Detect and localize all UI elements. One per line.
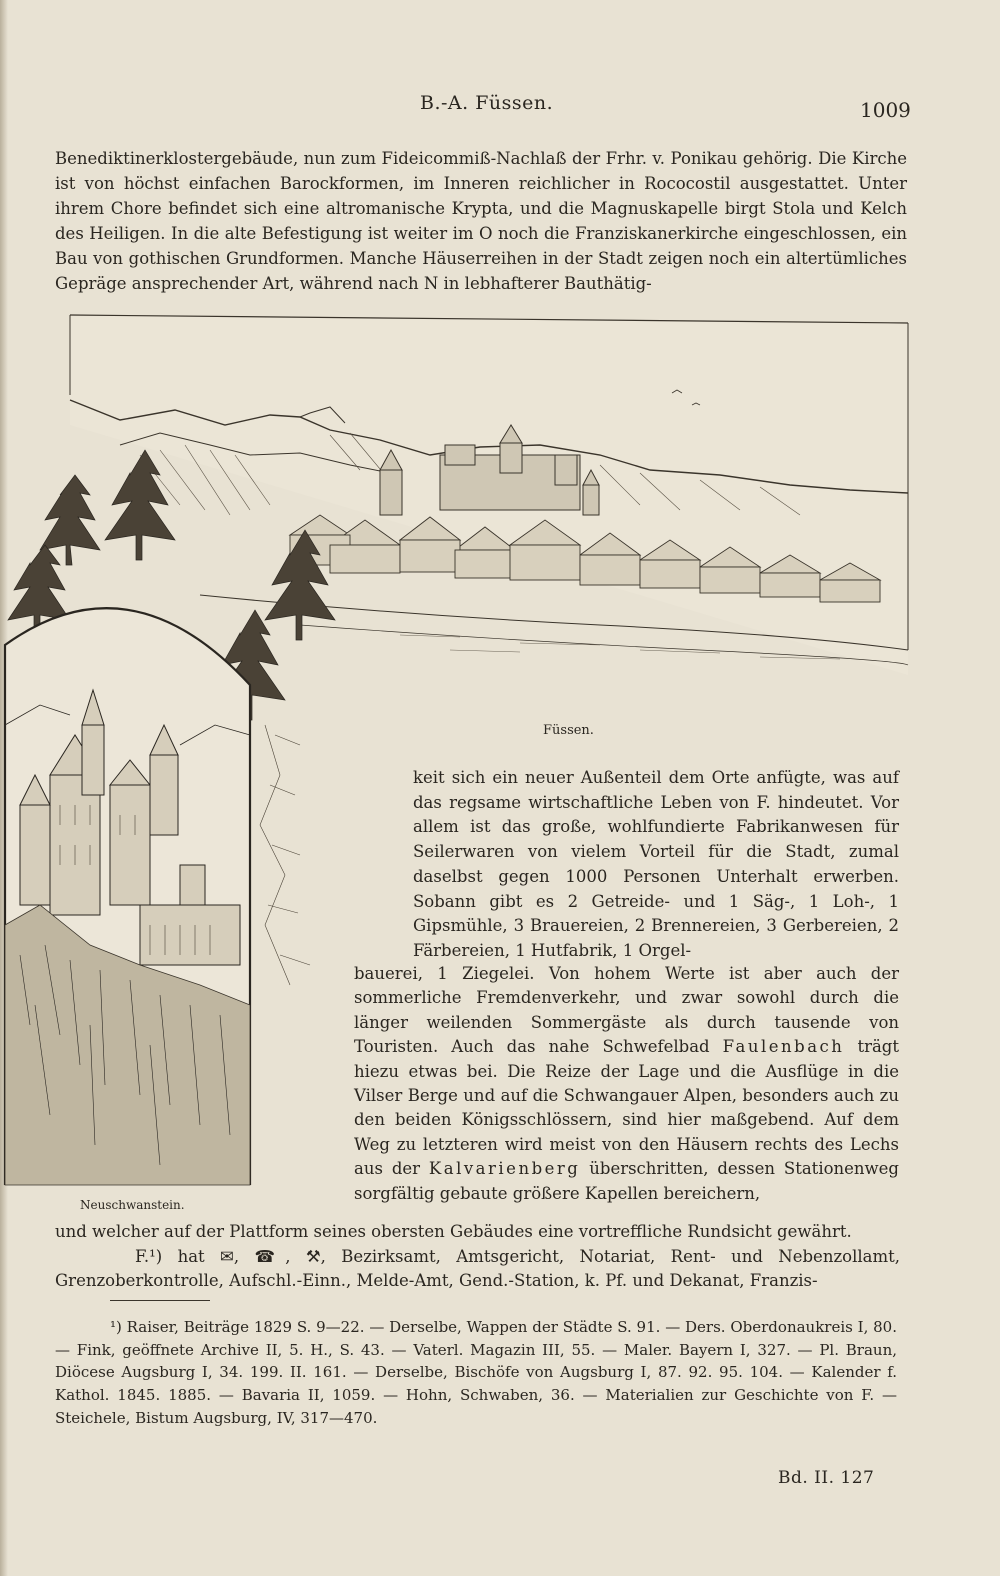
bottom-line-2: F.¹) hat ✉, ☎, ⚒, Bezirksamt, Amtsgericht, Notariat, Rent- und Nebenzollamt, Grenzoberkontrolle, Aufschl.-Einn., Melde-Amt, Gend.-Station, k. Pf. und Dekanat, Franzis- [55,1246,900,1290]
wide-text-part2: trägt hiezu etwas bei. Die Reize der Lage und die Ausflüge in die Vilser Berge und auf die Schwangauer Alpen, besonders auch zu den beiden Königsschlössern, sind hier maßgebend. Auf dem Weg zu letzteren wird meist von den Häusern rechts des Lechs aus der [354,1037,900,1179]
side-paragraph [413,766,899,964]
footnote-divider [110,1300,210,1301]
bottom-paragraph [55,1220,900,1294]
footnotes [55,1316,897,1430]
wide-text-part1: bauerei, 1 Ziegelei. Von hohem Werte ist aber auch der sommerliche Fremdenverkehr, und zwar sowohl durch die länger weilenden Sommergäste als durch tausende von Touristen. Auch das nahe Schwefelbad [354,964,899,1057]
top-paragraph [55,146,907,296]
page-number: 1009 [860,98,911,122]
side-paragraph-text: keit sich ein neuer Außenteil dem Orte anfügte, was auf das regsame wirtschaftliche Leben von F. hindeutet. Vor allem ist das große, wohlfundierte Fabrikanwesen für Seilerwaren von vielem Vorteil für die Stadt, zumal daselbst gegen 1000 Personen Unterhalt erwerben. Sobann gibt es 2 Getreide- und 1 Säg-, 1 Loh-, 1 Gipsmühle, 3 Brauereien, 2 Brennereien, 3 Gerbereien, 2 Färbereien, 1 Hutfabrik, 1 Orgel- [413,768,899,960]
page-header [0,92,1000,122]
top-paragraph-text: Benediktinerklostergebäude, nun zum Fideicommiß-Nachlaß der Frhr. v. Ponikau gehörig. Die Kirche ist von höchst einfachen Barockformen, im Inneren reichlicher in Rococostil ausgestattet. Unter ihrem Chore befindet sich eine altromanische Krypta, und die Magnuskapelle birgt Stola und Kelch des Heiligen. In die alte Befestigung ist weiter im O noch die Franziskanerkirche eingeschlossen, ein Bau von gothischen Grundformen. Manche Häuserreihen in der Stadt zeigen noch ein altertümliches Gepräge ansprechender Art, während nach N in lebhafterer Bauthätig- [55,149,907,293]
wide-paragraph-text [354,962,899,1206]
caption-neuschwanstein: Neuschwanstein. [80,1198,185,1212]
volume-signature: Bd. II. 127 [778,1468,875,1488]
spaced-name-faulenbach: Faulenbach [722,1037,845,1057]
footnote-1: ¹) Raiser, Beiträge 1829 S. 9—22. — Derselbe, Wappen der Städte S. 91. — Ders. Oberdonaukreis I, 80. — Fink, geöffnete Archive II, 5. H., S. 43. — Vaterl. Magazin III, 55. — Maler. Bayern I, 327. — Pl. Braun, Diöcese Augsburg I, 34. 199. II. 161. — Derselbe, Bischöfe von Augsburg I, 87. 92. 95. 104. — Kalender f. Kathol. 1845. 1885. — Bavaria II, 1059. — Hohn, Schwaben, 36. — Materialien zur Geschichte von F. — Steichele, Bistum Augsburg, IV, 317—470. [55,1318,897,1427]
neuschwanstein-inset [5,608,250,1185]
bottom-line-1: und welcher auf der Plattform seines obersten Gebäudes eine vortreffliche Rundsicht gewährt. [55,1222,852,1241]
running-title: B.-A. Füssen. [420,92,554,114]
wide-text-part3: überschritten, dessen Stationenweg sorgfältig gebaute größere Kapellen bereichern, [354,1159,899,1203]
caption-fuessen: Füssen. [543,723,594,738]
fuessen-town-view [70,315,908,675]
side-trees [260,725,310,985]
spaced-name-kalvarienberg: Kalvarienberg [428,1159,581,1179]
wide-paragraph [354,962,899,1206]
